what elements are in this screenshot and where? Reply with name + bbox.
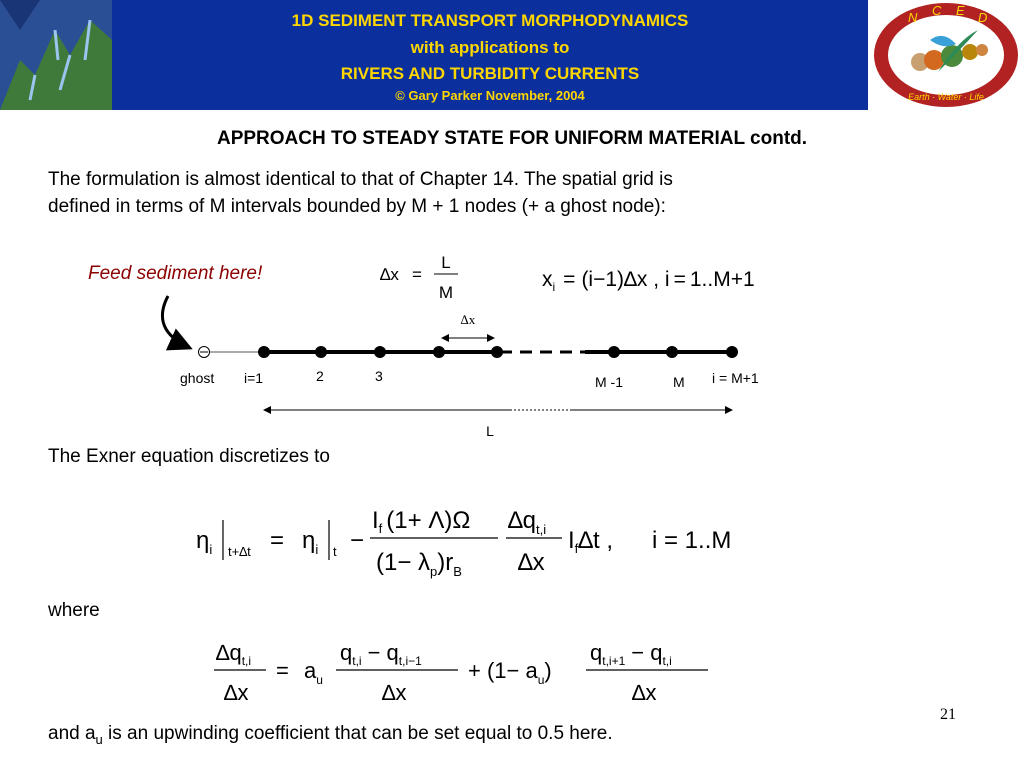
logo-letter-e: E <box>956 3 965 18</box>
exner-intro-text: The Exner equation discretizes to <box>48 446 330 467</box>
svg-text:∆qt,i: $\Delta q_{t,i}$ <box>508 507 547 537</box>
svg-text:au: $a_u$ <box>304 658 323 687</box>
svg-text:−: − <box>350 527 365 554</box>
svg-text:If(1+ Λ)Ω: $I_f$ (1+ Λ)Ω <box>372 507 471 536</box>
upwinding-note-subscript: u <box>95 731 103 747</box>
feed-sediment-label: Feed sediment here! <box>88 263 263 284</box>
dx-eq-denominator: M <box>438 283 454 302</box>
svg-text:i = 1..M: i = 1..M <box>652 527 732 554</box>
intro-line-2: defined in terms of M intervals bounded by M + 1 nodes (+ a ghost node): <box>48 196 666 217</box>
where-label: where <box>48 600 100 621</box>
grid-node <box>726 346 738 358</box>
logo-letter-d: D <box>978 10 988 25</box>
grid-node <box>491 346 503 358</box>
svg-text:qt,i− qt,i−1: $q_{t,i} - q_{t,i-1}$ <box>340 640 422 668</box>
node-label-ghost: ghost <box>180 370 215 386</box>
river-delta-image <box>0 0 112 110</box>
grid-node <box>608 346 620 358</box>
grid-node <box>315 346 327 358</box>
svg-text:∆x: ∆x <box>224 680 249 705</box>
slide-header <box>0 0 1024 110</box>
upwinding-note <box>48 720 613 753</box>
svg-text:∆x: ∆x <box>382 680 407 705</box>
banner-title: 1D SEDIMENT TRANSPORT MORPHODYNAMICS <box>291 11 689 30</box>
upwinding-note-prefix: and a <box>48 723 96 744</box>
grid-node <box>374 346 386 358</box>
dx-interval-label: ∆x <box>460 312 476 327</box>
course-banner <box>112 0 868 110</box>
page-number: 21 <box>940 706 956 723</box>
node-label-m-plus-1: i = M+1 <box>712 370 759 386</box>
svg-text:∆x: ∆x <box>632 680 657 705</box>
svg-text:t: t <box>333 544 337 559</box>
svg-text:(1− λp)rB: $(1- \lambda_p)r_B$ <box>376 549 462 579</box>
banner-subject: RIVERS AND TURBIDITY CURRENTS <box>340 64 640 83</box>
upwinding-note-suffix: is an upwinding coefficient that can be set equal to 0.5 here. <box>102 723 613 744</box>
dx-eq-equals: = <box>412 265 422 284</box>
svg-text:ηi: $\eta_i$ <box>302 527 319 557</box>
dx-eq-numerator: L <box>441 253 451 272</box>
grid-node <box>433 346 445 358</box>
svg-text:=: = <box>270 527 285 554</box>
upwinding-equation <box>200 630 720 710</box>
grid-node <box>666 346 678 358</box>
svg-text:+ (1− au): + $(1- a_u)$ <box>468 658 552 687</box>
node-label-1: i=1 <box>244 370 264 386</box>
svg-text:If∆t ,: $I_f\Delta t$ , <box>568 527 613 556</box>
node-position-equation <box>542 268 755 294</box>
logo-letter-n: N <box>908 10 918 25</box>
node-label-m-minus-1: M -1 <box>595 374 623 390</box>
feed-arrow <box>162 296 190 348</box>
logo-motto: Earth · Water · Life <box>908 92 984 102</box>
node-label-2: 2 <box>316 368 324 384</box>
svg-text:=: = <box>276 658 289 683</box>
dx-definition <box>380 253 458 302</box>
svg-text:qt,i+1− qt,i: $q_{t,i+1} - q_{t,i}$ <box>590 640 672 668</box>
dx-eq-lhs: ∆x <box>380 265 399 284</box>
nced-logo <box>868 0 1024 110</box>
logo-letter-c: C <box>932 3 942 18</box>
node-label-m: M <box>673 374 685 390</box>
spatial-grid-diagram <box>0 240 1024 440</box>
svg-text:ηi: $\eta_i$ <box>196 527 213 557</box>
svg-text:∆x: ∆x <box>518 549 545 576</box>
slide-title: APPROACH TO STEADY STATE FOR UNIFORM MATERIAL contd. <box>216 128 808 149</box>
intro-paragraph <box>48 166 948 220</box>
banner-subtitle: with applications to <box>410 38 570 57</box>
grid-node <box>258 346 270 358</box>
node-label-3: 3 <box>375 368 383 384</box>
banner-copyright: © Gary Parker November, 2004 <box>395 88 585 103</box>
exner-discrete-equation <box>190 490 810 590</box>
svg-text:t+∆t: t+∆t <box>228 544 251 559</box>
svg-text:∆qt,i: $\Delta q_{t,i}$ <box>216 640 252 668</box>
length-label: L <box>486 423 494 439</box>
intro-line-1: The formulation is almost identical to that of Chapter 14. The spatial grid is <box>48 169 673 190</box>
svg-text:xi=(i−1)∆x , i=1..M+1: $x_i = (i-1)\Delta x$ , i = 1..M+1 <box>542 268 755 294</box>
